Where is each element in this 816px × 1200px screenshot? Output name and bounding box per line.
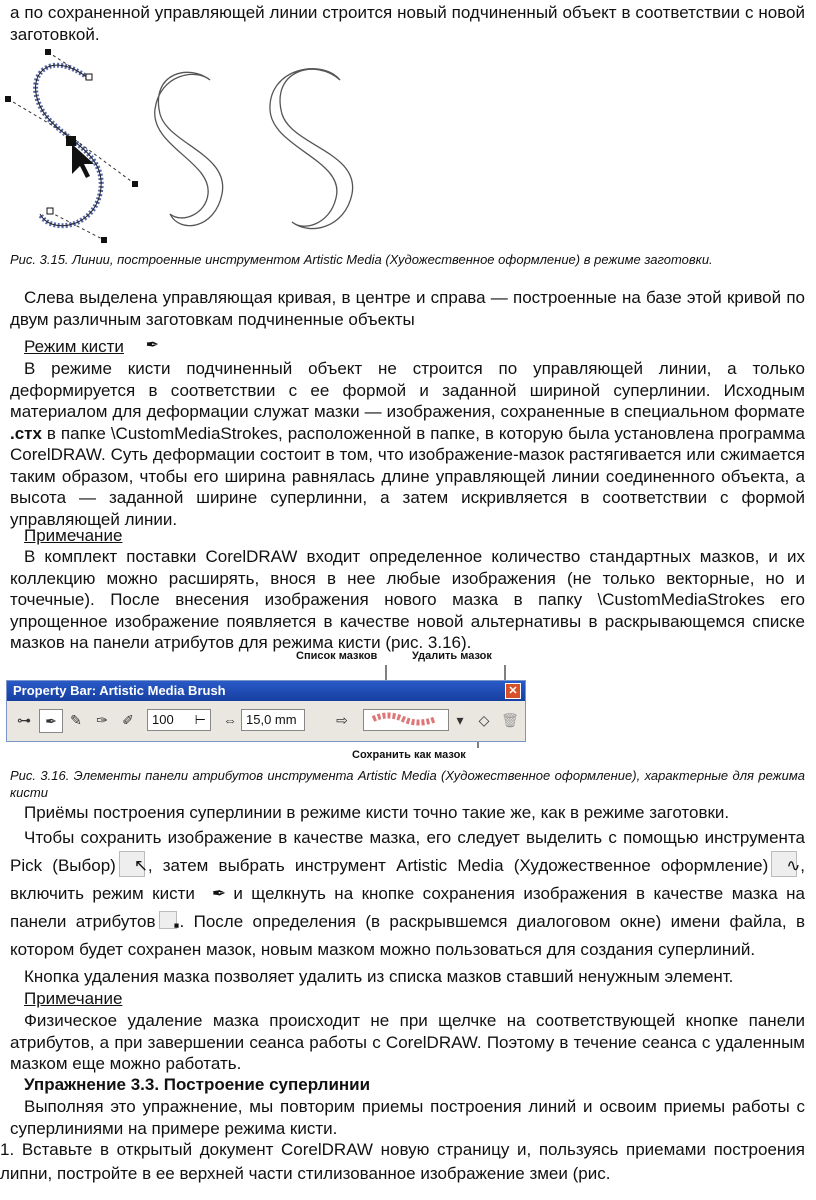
paragraph-intro: а по сохраненной управляющей линии строится новый подчиненный объект в соответствии с новой заготовкой.: [10, 3, 805, 44]
paragraph-brush-mode: В режиме кисти подчиненный объект не строится по управляющей линии, а только деформируется в соответствии с ее формой и заданной шириной суперлинии. Исходным материалом для деформации служат мазки — изображения, сохраненные в специальном формате .стх в папке \CustomMediaStrokes, расположенной в папке, в которую была установлена программа CorelDRAW. Суть деформации состоит в том, что изображение-мазок растягивается или сжимается таким образом, чтобы его ширина равнялась длине управляющей линии соединенного объекта, а высота — заданной ширине суперлинни, а затем искривляется в соответствии с формой управляющей линии.: [10, 359, 805, 529]
brush-mode-button[interactable]: ✒: [39, 709, 63, 733]
paragraph-exercise-intro: Выполняя это упражнение, мы повторим приемы построения линий и освоим приемы работы с суперлиниями на примере режима кисти.: [10, 1097, 805, 1138]
note-heading-2: Примечание: [24, 989, 123, 1008]
close-icon[interactable]: ✕: [505, 683, 521, 699]
paragraph-techniques: Приёмы построения суперлинии в режиме кисти точно такие же, как в режиме заготовки.: [24, 803, 730, 822]
brush-mode-heading-line: [10, 336, 805, 358]
callout-stroke-list: Список мазков: [296, 650, 378, 662]
save-stroke-icon-inline: ▪: [159, 911, 177, 929]
pressure-mode-icon[interactable]: ✐: [122, 712, 134, 728]
figure-caption-3-15: Рис. 3.15. Линии, построенные инструментом Artistic Media (Художественное оформление) в режиме заготовки.: [10, 252, 713, 267]
width-icon: ⇔: [223, 712, 237, 728]
paragraph-delete-stroke: Кнопка удаления мазка позволяет удалить из списка мазков ставший ненужным элемент.: [24, 967, 734, 986]
paragraph-note-strokes: В комплект поставки CorelDRAW входит определенное количество стандартных мазков, и их коллекцию можно расширять, внося в нее любые изображения (не только векторные, но и точечные). После внесения изображения нового мазка в папку \CustomMediaStrokes его упрощенное изображение появляется в качестве новой альтернативы в раскрывающемся списке мазков на панели атрибутов для режима кисти (рис. 3.16).: [10, 547, 805, 652]
figure-3-15: [0, 44, 380, 249]
preset-mode-icon[interactable]: ⊶: [17, 712, 31, 728]
save-stroke-icon[interactable]: ◇: [478, 712, 490, 728]
note-heading-1: Примечание: [24, 526, 123, 545]
pick-tool-icon: ↖: [119, 851, 145, 877]
stroke-list-dropdown[interactable]: [363, 709, 449, 731]
browse-icon[interactable]: ⇨: [336, 712, 348, 728]
brush-mode-icon: ✒: [145, 336, 159, 354]
callout-save-stroke: Сохранить как мазок: [352, 749, 466, 761]
calligraphic-mode-icon[interactable]: ✑: [96, 712, 108, 728]
paragraph-fig-description: Слева выделена управляющая кривая, в центре и справа — построенные на базе этой кривой по двум различным заготовкам подчиненные объекты: [10, 288, 805, 329]
control-curve-left: [5, 49, 138, 243]
stroke-shape-center: [155, 72, 223, 225]
paragraph-save-stroke: Чтобы сохранить изображение в качестве мазка, его следует выделить с помощью инструмента Pick (Выбор) ↖, затем выбрать инструмент Artistic Media (Художественное оформление) ∿, включить режим кисти ✒ и щелкнуть на кнопке сохранения изображения в качестве мазка на панели атрибутов ▪. После определения (в раскрывшемся диалоговом окне) имени файла, в котором будет сохранен мазок, новым мазком можно пользоваться для создания суперлиний.: [10, 828, 805, 959]
figure-caption-3-16: Рис. 3.16. Элементы панели атрибутов инструмента Artistic Media (Художественное оформление), характерные для режима кисти: [10, 768, 805, 800]
property-bar-title: Property Bar: Artistic Media Brush ✕: [7, 681, 525, 701]
brush-mode-icon-inline: ✒: [211, 883, 227, 903]
artistic-media-icon: ∿: [771, 851, 797, 877]
chevron-down-icon[interactable]: ▾: [456, 712, 464, 728]
stroke-shape-right: [270, 69, 353, 229]
sprayer-mode-icon[interactable]: ✎: [70, 712, 82, 728]
slider-icon: ⊢: [194, 712, 206, 727]
paragraph-step-1: 1. Вставьте в открытый документ CorelDRAW новую страницу и, пользуясь приемами построения липни, постройте в ее верхней части стилизованное изображение змеи (рис.: [0, 1140, 805, 1183]
callout-delete-stroke: Удалить мазок: [412, 650, 492, 662]
smoothing-field[interactable]: 100 ⊢: [147, 709, 211, 731]
stroke-width-field[interactable]: 15,0 mm: [241, 709, 305, 731]
brush-mode-heading: Режим кисти: [24, 337, 124, 356]
stroke-preview-icon: [368, 710, 438, 728]
exercise-heading: Упражнение 3.3. Построение суперлинии: [24, 1075, 371, 1094]
property-bar-tools: [7, 701, 525, 739]
paragraph-note-delete: Физическое удаление мазка происходит не при щелчке на соответствующей кнопке панели атрибутов, а при завершении сеанса работы с CorelDRAW. Поэтому в течение сеанса с удаленным мазком еще можно работать.: [10, 1011, 805, 1073]
property-bar: [6, 680, 526, 742]
delete-stroke-icon[interactable]: 🗑: [501, 712, 519, 728]
